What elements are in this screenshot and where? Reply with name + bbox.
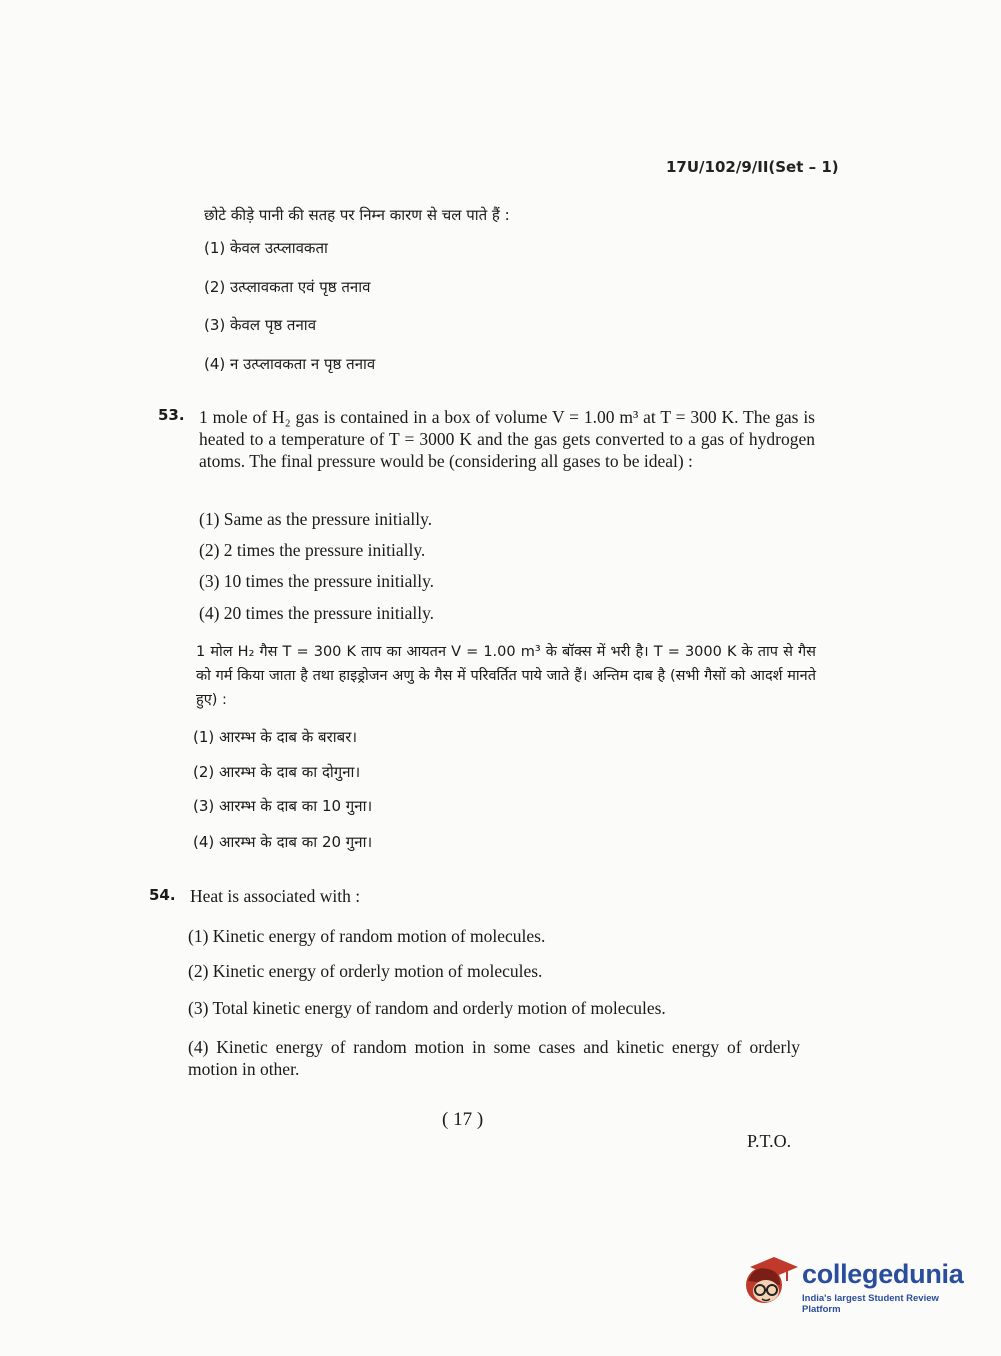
- brand-tagline: India's largest Student Review Platform: [802, 1293, 939, 1315]
- q53-option-3: (3) 10 times the pressure initially.: [199, 571, 435, 591]
- q54-option-4: (4) Kinetic energy of random motion in some cases and kinetic energy of orderly motion in other.: [188, 1037, 800, 1079]
- q53-stem: 1 mole of H₂ gas is contained in a box of volume V = 1.00 m³ at T = 300 K. The gas is heated to a temperature of T = 3000 K and the gas gets converted to a gas of hydrogen atoms. The final pressure would be (considering all gases to be ideal) :: [199, 407, 815, 471]
- q53-hindi-option-1: (1) आरम्भ के दाब के बराबर।: [193, 728, 358, 746]
- brand-name: collegedunia: [802, 1259, 964, 1289]
- q53-hindi-option-3: (3) आरम्भ के दाब का 10 गुना।: [193, 797, 373, 815]
- q52-hindi-stem: छोटे कीड़े पानी की सतह पर निम्न कारण से चल पाते हैं :: [204, 206, 510, 224]
- q54-option-2: (2) Kinetic energy of orderly motion of molecules.: [188, 961, 543, 981]
- q53-hindi-stem: 1 मोल H₂ गैस T = 300 K ताप का आयतन V = 1.00 m³ के बॉक्स में भरी है। T = 3000 K के ताप से गैस को गर्म किया जाता है तथा हाइड्रोजन अणु के गैस में परिवर्तित पाये जाते हैं। अन्तिम दाब है (सभी गैसों को आदर्श मानते हुए) :: [196, 644, 816, 708]
- pto-label: P.T.O.: [747, 1131, 792, 1151]
- q54-option-1: (1) Kinetic energy of random motion of molecules.: [188, 926, 546, 946]
- q54-number: 54.: [149, 886, 176, 904]
- q53-option-1: (1) Same as the pressure initially.: [199, 509, 433, 529]
- q53-option-4: (4) 20 times the pressure initially.: [199, 603, 435, 623]
- q52-hindi-option-3: (3) केवल पृष्ठ तनाव: [204, 316, 317, 334]
- page-number: ( 17 ): [442, 1109, 484, 1130]
- q53-hindi-option-4: (4) आरम्भ के दाब का 20 गुना।: [193, 833, 373, 851]
- collegedunia-logo: [740, 1251, 980, 1315]
- q54-stem: Heat is associated with :: [190, 886, 361, 906]
- q52-hindi-option-4: (4) न उत्प्लावकता न पृष्ठ तनाव: [204, 355, 376, 373]
- q54-option-3: (3) Total kinetic energy of random and orderly motion of molecules.: [188, 998, 666, 1018]
- q53-hindi-option-2: (2) आरम्भ के दाब का दोगुना।: [193, 763, 361, 781]
- q53-number: 53.: [158, 406, 185, 424]
- paper-code: 17U/102/9/II(Set – 1): [666, 158, 839, 176]
- mascot-graduate-icon: [740, 1251, 798, 1309]
- q52-hindi-option-1: (1) केवल उत्प्लावकता: [204, 239, 328, 257]
- q52-hindi-option-2: (2) उत्प्लावकता एवं पृष्ठ तनाव: [204, 278, 371, 296]
- q53-option-2: (2) 2 times the pressure initially.: [199, 540, 426, 560]
